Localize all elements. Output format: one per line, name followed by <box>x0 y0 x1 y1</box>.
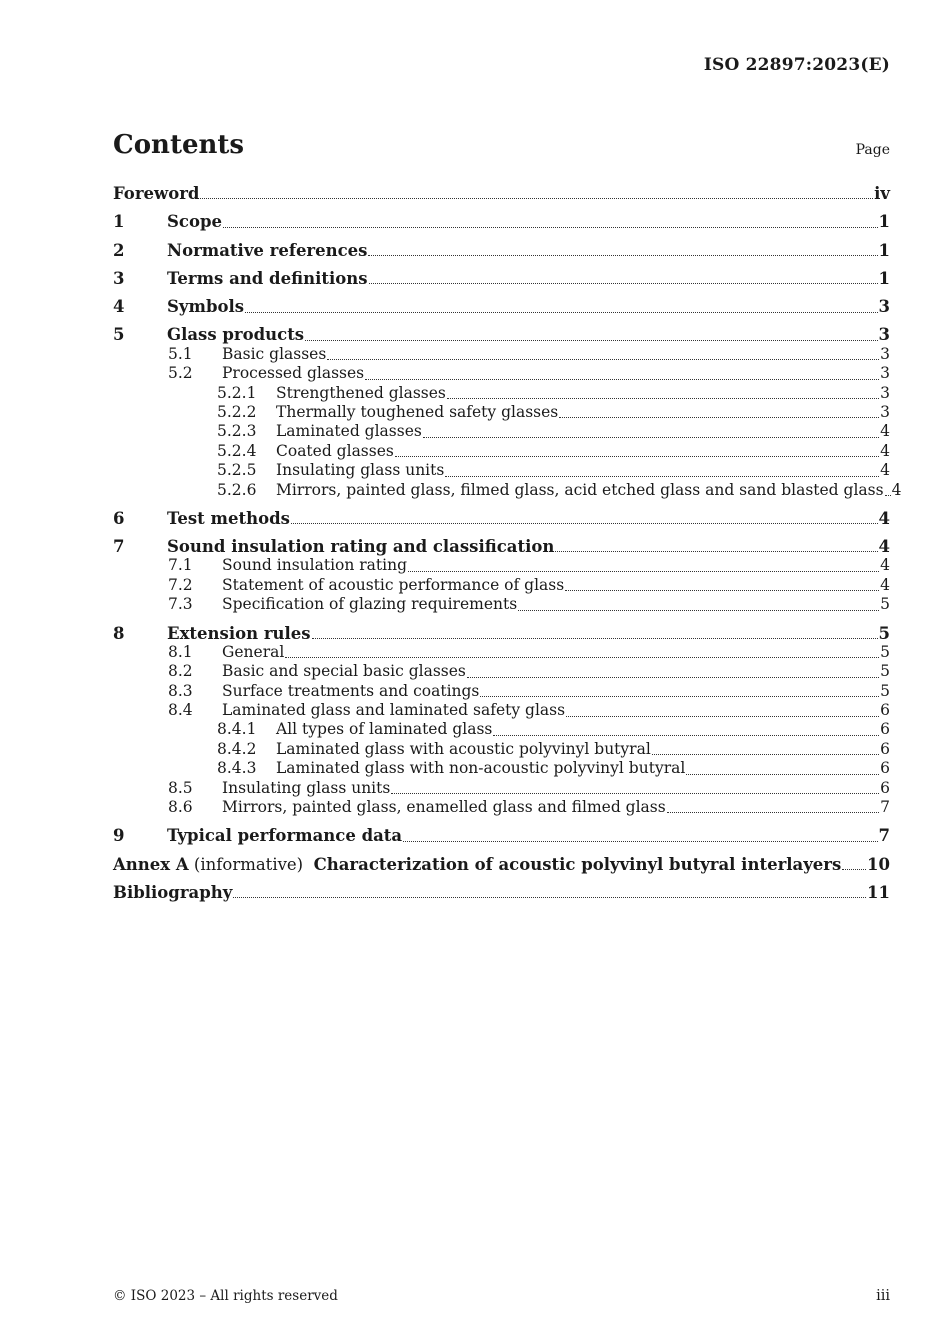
dot-leader <box>518 610 879 611</box>
toc-entry-title-text: Sound insulation rating and classification <box>167 537 555 557</box>
toc-entry-page: 6 <box>880 778 890 797</box>
toc-entry-number: 1 <box>113 212 125 232</box>
toc-entry-title-text: Bibliography <box>113 882 233 902</box>
toc-entry[interactable] <box>113 184 890 203</box>
toc-entry-page: 1 <box>878 268 890 288</box>
toc-entry-page: 5 <box>878 623 890 643</box>
toc-entry-title-text: Annex A <box>113 854 189 874</box>
toc-entry[interactable] <box>113 740 890 759</box>
toc-entry-page: 3 <box>878 297 890 317</box>
document-id: ISO 22897:2023(E) <box>703 55 890 75</box>
toc-entry[interactable] <box>113 624 890 643</box>
toc-entry-title-text: Basic glasses <box>222 344 327 363</box>
toc-entry-title <box>167 212 222 231</box>
toc-entry[interactable] <box>113 682 890 701</box>
toc-entry-page: 4 <box>880 556 890 575</box>
toc-entry-title <box>222 345 326 364</box>
dot-leader <box>559 417 879 418</box>
toc-entry[interactable] <box>113 537 890 556</box>
toc-entry-title <box>222 798 666 817</box>
dot-leader <box>686 774 879 775</box>
toc-entry-title <box>276 759 685 778</box>
toc-entry-title-text: Laminated glass with acoustic polyvinyl butyral <box>276 739 651 758</box>
toc-entry-title-text: Mirrors, painted glass, enamelled glass and filmed glass <box>222 798 666 817</box>
toc-entry-number: 5.2.4 <box>217 441 257 460</box>
toc-entry-title-text: Insulating glass units <box>222 778 391 797</box>
dot-leader <box>365 379 879 380</box>
toc-entry-page: 5 <box>880 595 890 614</box>
toc-entry-page: 5 <box>880 681 890 700</box>
toc-entry-title <box>276 740 651 759</box>
toc-entry-title-text: Specification of glazing requirements <box>222 595 518 614</box>
dot-leader <box>403 841 877 842</box>
toc-entry-page: 1 <box>878 212 890 232</box>
toc-entry-page: 4 <box>880 461 890 480</box>
toc-entry-number: 8.4.3 <box>217 759 257 778</box>
toc-entry-title <box>276 384 446 403</box>
toc-entry-page: 3 <box>878 325 890 345</box>
toc-entry-title <box>167 624 311 643</box>
toc-entry[interactable] <box>113 556 890 575</box>
toc-entry[interactable] <box>113 721 890 740</box>
toc-entry[interactable] <box>113 297 890 316</box>
toc-entry[interactable] <box>113 855 890 874</box>
toc-entry-title-text: Laminated glasses <box>276 422 422 441</box>
dot-leader <box>291 523 878 524</box>
dot-leader <box>245 312 877 313</box>
toc-entry-title <box>113 184 199 203</box>
toc-entry[interactable] <box>113 643 890 662</box>
toc-entry-page: 5 <box>880 662 890 681</box>
toc-entry-title-text: Extension rules <box>167 623 311 643</box>
toc-entry[interactable] <box>113 442 890 461</box>
toc-entry-title <box>167 826 402 845</box>
toc-entry-number: 7.2 <box>168 575 193 594</box>
toc-entry-page: 3 <box>880 383 890 402</box>
toc-entry-title <box>276 422 422 441</box>
toc-entry-number: 8.3 <box>168 681 193 700</box>
toc-entry-title-text: Laminated glass with non-acoustic polyvinyl butyral <box>276 759 686 778</box>
toc-entry-number: 8.5 <box>168 778 193 797</box>
toc-entry-page: iv <box>874 183 890 203</box>
toc-entry-title-text: Foreword <box>113 183 200 203</box>
toc-entry-page: 6 <box>880 701 890 720</box>
toc-entry-number: 3 <box>113 268 125 288</box>
toc-entry[interactable] <box>113 461 890 480</box>
dot-leader <box>423 437 879 438</box>
toc-entry-number: 8 <box>113 623 125 643</box>
toc-entry-title <box>222 576 564 595</box>
dot-leader <box>445 476 879 477</box>
dot-leader <box>312 638 878 639</box>
toc-entry-page: 4 <box>880 575 890 594</box>
toc-entry-number: 2 <box>113 240 125 260</box>
toc-entry-page: 7 <box>880 798 890 817</box>
toc-entry[interactable] <box>113 576 890 595</box>
toc-entry-title <box>113 883 232 902</box>
toc-entry-title <box>276 403 558 422</box>
dot-leader <box>369 283 878 284</box>
dot-leader <box>480 696 879 697</box>
toc-entry-page: 3 <box>880 344 890 363</box>
toc-entry-title <box>222 662 466 681</box>
toc-entry-page: 3 <box>880 364 890 383</box>
toc-entry-title <box>222 779 390 798</box>
toc-entry[interactable] <box>113 826 890 845</box>
dot-leader <box>285 657 879 658</box>
toc-entry-title-text: Thermally toughened safety glasses <box>276 402 559 421</box>
toc-entry[interactable] <box>113 325 890 344</box>
toc-entry[interactable] <box>113 509 890 528</box>
dot-leader <box>200 198 873 199</box>
toc-entry[interactable] <box>113 422 890 441</box>
dot-leader <box>447 398 879 399</box>
toc-entry-title-text: Mirrors, painted glass, filmed glass, acid etched glass and sand blasted glass <box>276 480 884 499</box>
toc-entry-page: 1 <box>878 240 890 260</box>
dot-leader <box>327 359 879 360</box>
toc-entry-title <box>167 325 304 344</box>
toc-entry-number: 9 <box>113 826 125 846</box>
toc-entry-title <box>222 364 364 383</box>
toc-entry-title-text: Processed glasses <box>222 364 365 383</box>
toc-entry[interactable] <box>113 345 890 364</box>
toc-entry-title <box>167 241 367 260</box>
dot-leader <box>885 495 891 496</box>
toc-entry-title-text: Coated glasses <box>276 441 394 460</box>
toc-entry[interactable] <box>113 779 890 798</box>
toc-entry-title-text: Scope <box>167 212 223 232</box>
toc-entry-number: 8.2 <box>168 662 193 681</box>
toc-entry-title-text: Surface treatments and coatings <box>222 681 480 700</box>
toc-entry-title <box>167 509 290 528</box>
toc-entry-title-text: General <box>222 642 285 661</box>
toc-entry-title-text: Symbols <box>167 297 245 317</box>
toc-entry-number: 8.6 <box>168 798 193 817</box>
toc-entry[interactable] <box>113 595 890 614</box>
annex-type-label: (informative) <box>188 854 314 874</box>
toc-entry-number: 7 <box>113 537 125 557</box>
toc-entry-page: 6 <box>880 720 890 739</box>
dot-leader <box>565 590 879 591</box>
contents-title: Contents <box>113 130 245 160</box>
toc-entry-title <box>167 537 554 556</box>
toc-entry-page: 11 <box>867 882 890 902</box>
toc-entry-title <box>276 481 884 500</box>
toc-entry-title-text: Statement of acoustic performance of glass <box>222 575 565 594</box>
dot-leader <box>395 456 879 457</box>
toc-entry-page: 3 <box>880 402 890 421</box>
footer-page-number: iii <box>876 1288 890 1304</box>
dot-leader <box>467 677 879 678</box>
toc-entry[interactable] <box>113 480 902 500</box>
toc-entry-number: 5.2.3 <box>217 422 257 441</box>
toc-entry-title <box>167 297 244 316</box>
toc-entry-page: 4 <box>878 508 890 528</box>
dot-leader <box>842 869 866 870</box>
toc-entry[interactable] <box>113 883 890 902</box>
toc-entry[interactable] <box>113 269 890 288</box>
toc-entry[interactable] <box>113 701 890 720</box>
dot-leader <box>368 255 877 256</box>
toc-entry[interactable] <box>113 662 890 681</box>
toc-entry-title <box>222 556 407 575</box>
toc-entry[interactable] <box>113 384 890 403</box>
dot-leader <box>667 812 879 813</box>
toc-entry-title <box>222 701 565 720</box>
toc-entry-page: 4 <box>891 480 902 499</box>
table-of-contents <box>113 183 902 902</box>
toc-entry-number: 7.3 <box>168 595 193 614</box>
dot-leader <box>391 793 879 794</box>
toc-entry-number: 5.1 <box>168 344 193 363</box>
toc-entry-title-text: All types of laminated glass <box>276 720 493 739</box>
toc-entry-title-text: Terms and definitions <box>167 268 368 288</box>
toc-entry-number: 8.1 <box>168 642 193 661</box>
toc-entry-title <box>276 720 492 739</box>
toc-entry-title <box>222 682 479 701</box>
dot-leader <box>555 551 877 552</box>
toc-entry-title-text: Typical performance data <box>167 826 403 846</box>
toc-entry-title-text: Laminated glass and laminated safety glass <box>222 701 566 720</box>
dot-leader <box>223 227 878 228</box>
toc-entry-title <box>167 269 368 288</box>
dot-leader <box>493 735 879 736</box>
dot-leader <box>233 897 866 898</box>
toc-entry[interactable] <box>113 241 890 260</box>
toc-entry-page: 5 <box>880 642 890 661</box>
toc-entry-title-text: Strengthened glasses <box>276 383 446 402</box>
toc-entry-number: 6 <box>113 508 125 528</box>
toc-entry-page: 4 <box>880 422 890 441</box>
toc-entry-page: 7 <box>878 826 890 846</box>
toc-entry[interactable] <box>113 403 890 422</box>
toc-entry-number: 5.2.5 <box>217 461 257 480</box>
toc-entry-title-text: Sound insulation rating <box>222 556 408 575</box>
toc-entry[interactable] <box>113 798 890 817</box>
toc-entry-number: 8.4 <box>168 701 193 720</box>
toc-entry-title-text: Basic and special basic glasses <box>222 662 466 681</box>
toc-entry-title-text: Normative references <box>167 240 368 260</box>
toc-entry-title-text: Test methods <box>167 508 290 528</box>
toc-entry[interactable] <box>113 212 890 231</box>
toc-entry-number: 8.4.1 <box>217 720 257 739</box>
footer-copyright: © ISO 2023 – All rights reserved <box>113 1288 338 1304</box>
dot-leader <box>652 754 879 755</box>
toc-entry-title-text: Insulating glass units <box>276 461 445 480</box>
dot-leader <box>408 571 879 572</box>
toc-entry-number: 5 <box>113 325 125 345</box>
toc-entry[interactable] <box>113 759 890 778</box>
toc-entry-page: 10 <box>867 854 890 874</box>
toc-entry-number: 5.2.2 <box>217 402 257 421</box>
toc-entry-title <box>276 461 444 480</box>
toc-entry-number: 5.2.1 <box>217 383 257 402</box>
toc-entry-title <box>222 643 284 662</box>
toc-entry-title <box>276 442 394 461</box>
toc-entry-title-text: Glass products <box>167 325 305 345</box>
toc-entry-number: 4 <box>113 297 125 317</box>
annex-title: Characterization of acoustic polyvinyl butyral interlayers <box>313 854 842 874</box>
toc-entry-title <box>222 595 517 614</box>
toc-entry-number: 5.2.6 <box>217 480 257 499</box>
dot-leader <box>566 716 879 717</box>
toc-entry-page: 6 <box>880 759 890 778</box>
toc-entry-number: 8.4.2 <box>217 739 257 758</box>
page-column-label: Page <box>855 142 890 158</box>
toc-entry-number: 5.2 <box>168 364 193 383</box>
toc-entry-number: 7.1 <box>168 556 193 575</box>
toc-entry[interactable] <box>113 364 890 383</box>
toc-entry-page: 4 <box>878 537 890 557</box>
dot-leader <box>305 340 877 341</box>
toc-entry-page: 4 <box>880 441 890 460</box>
toc-entry-title <box>113 855 841 874</box>
toc-entry-page: 6 <box>880 739 890 758</box>
